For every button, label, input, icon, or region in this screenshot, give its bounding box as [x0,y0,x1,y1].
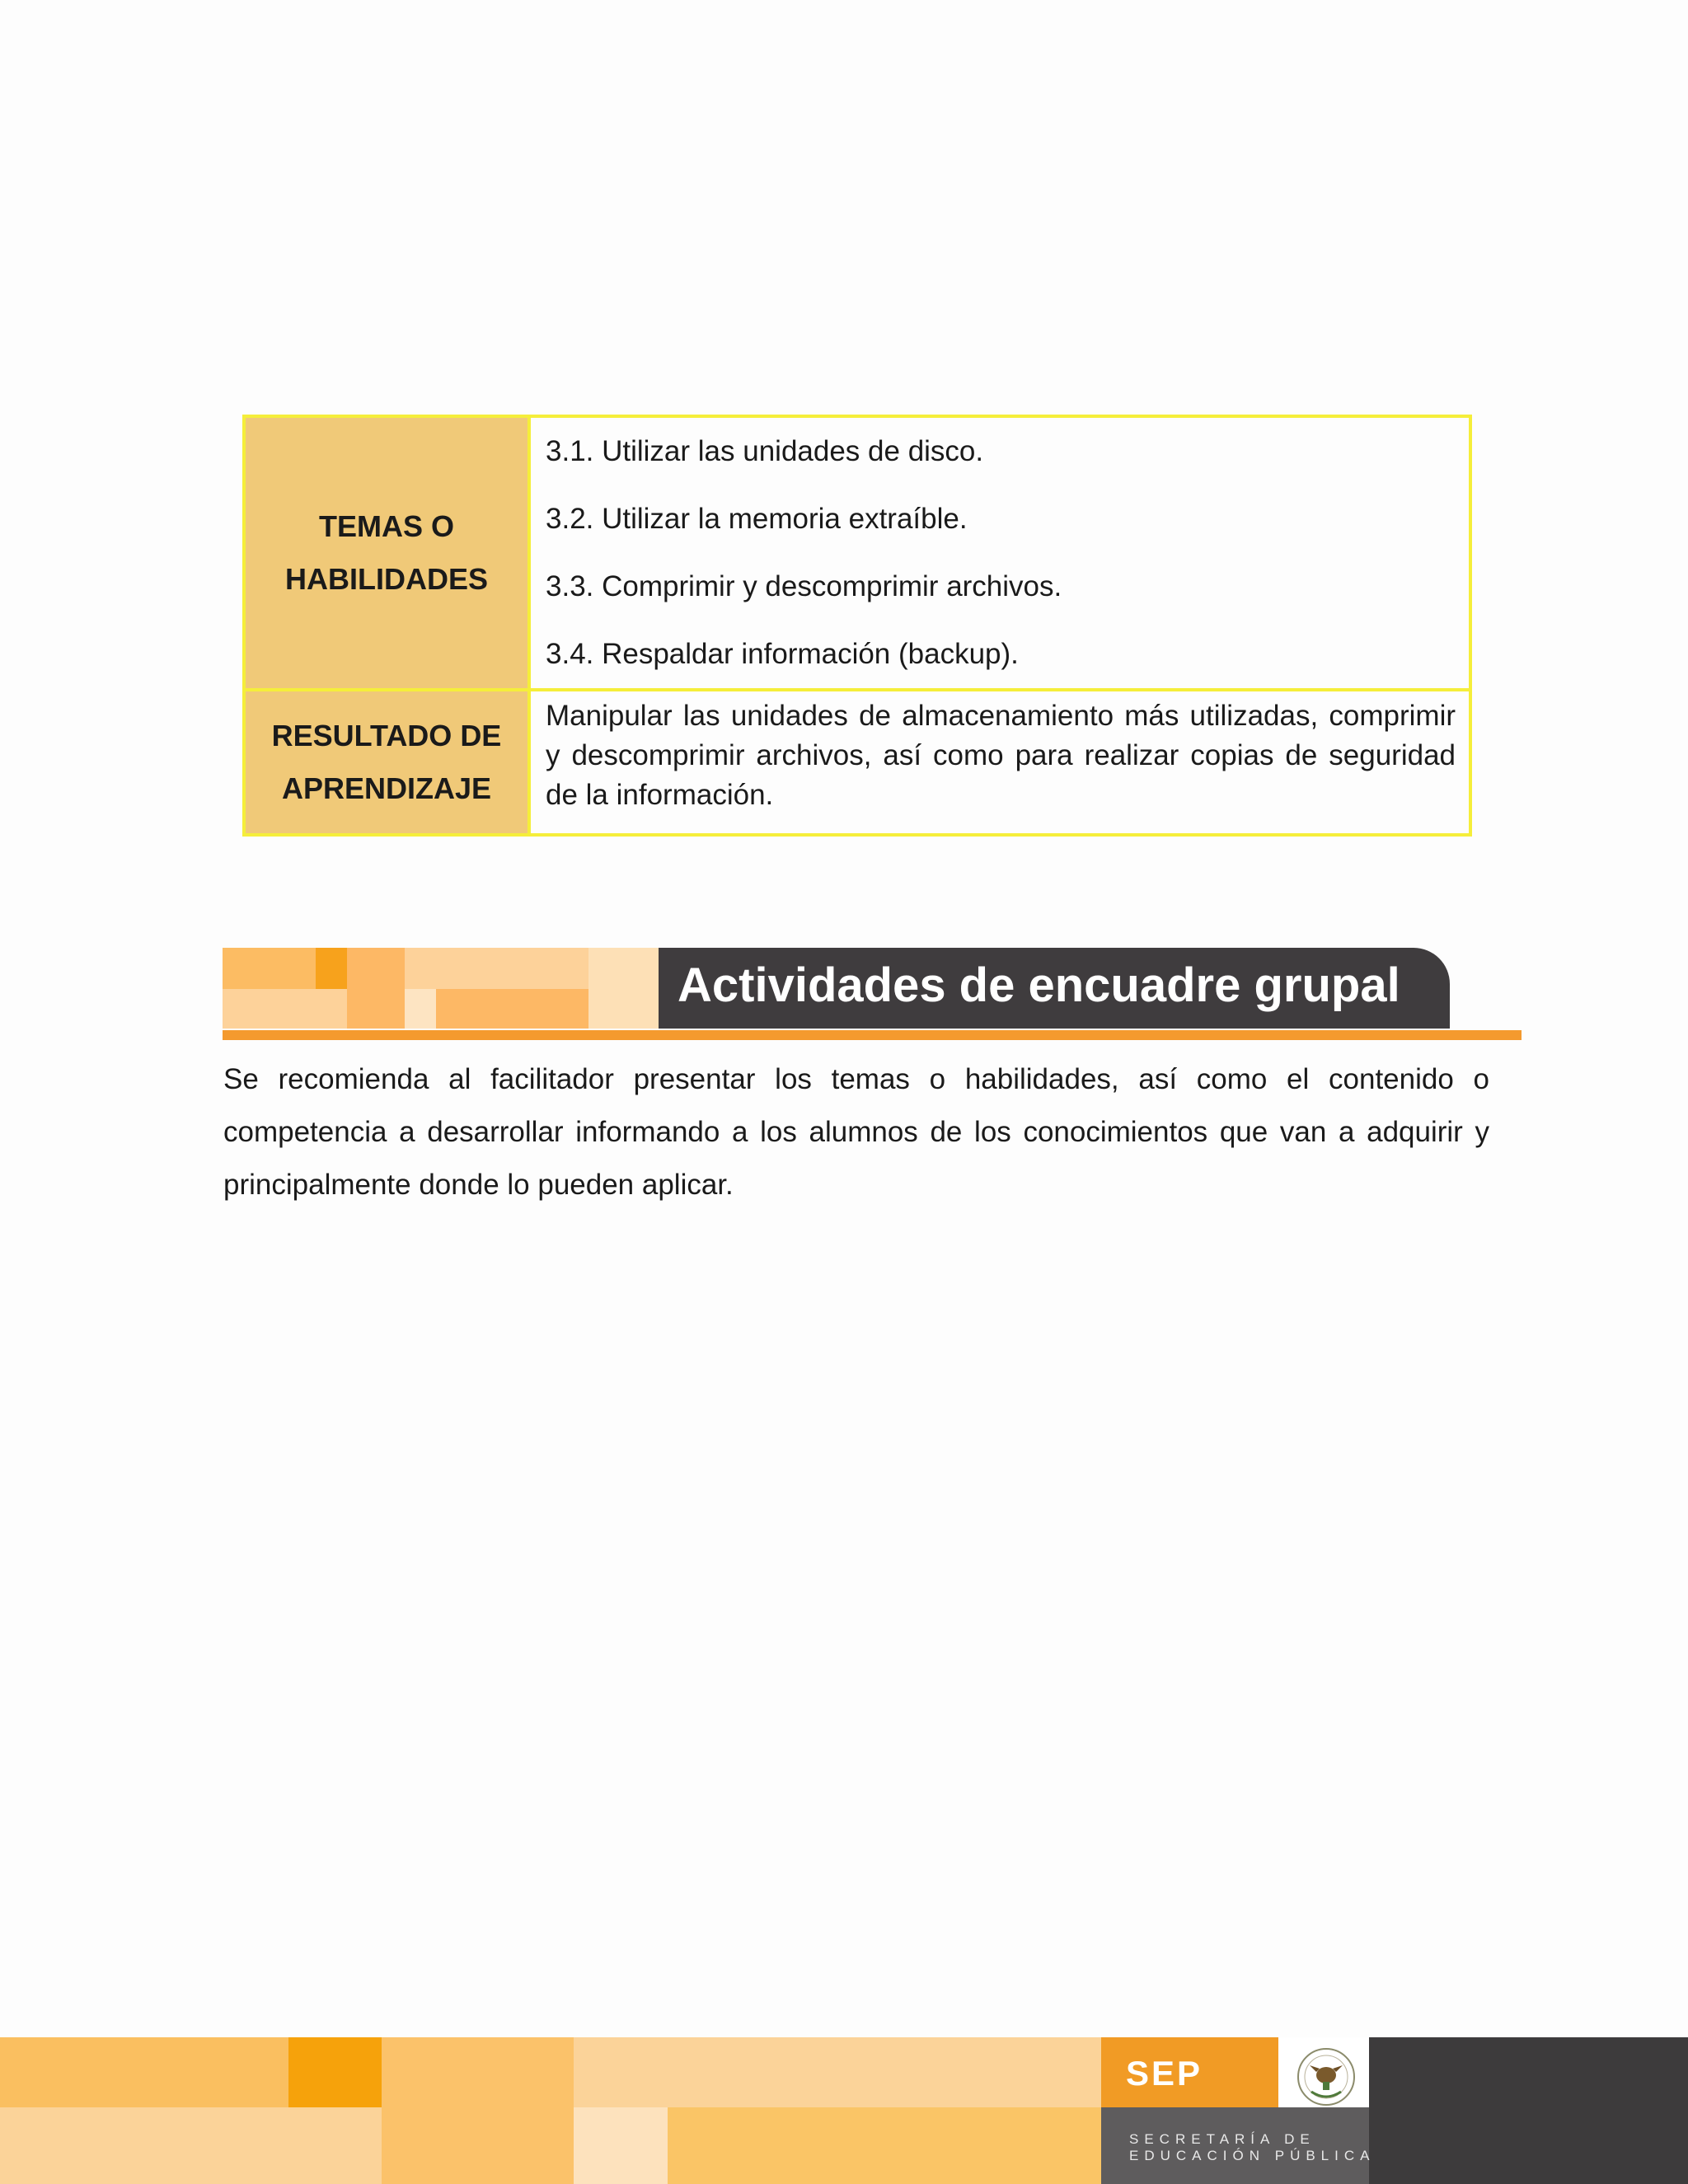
result-header-line1: RESULTADO DE [271,719,502,752]
section-title: Actividades de encuadre grupal [678,958,1400,1012]
banner-block [223,989,347,1029]
banner-block [223,948,316,989]
topics-row [244,416,1470,690]
footer-block [0,2107,382,2184]
org-name-line2: EDUCACIÓN PÚBLICA [1129,2148,1376,2163]
footer-block [0,2037,288,2107]
footer-block [288,2037,382,2107]
topics-table [242,415,1472,837]
result-text-cell [529,690,1470,835]
topics-header-line1: TEMAS O [318,509,454,543]
section-underline [223,1030,1522,1040]
page-footer [0,2037,1688,2184]
footer-dark-block [1369,2037,1688,2184]
topic-item: 3.2. Utilizar la memoria extraíble. [546,503,968,535]
org-name-line1: SECRETARÍA DE [1129,2131,1315,2147]
result-header-cell [244,690,529,835]
topic-item: 3.1. Utilizar las unidades de disco. [546,435,984,467]
topics-list-cell [529,416,1470,690]
topics-header-line2: HABILIDADES [284,562,488,596]
topic-item: 3.3. Comprimir y descomprimir archivos. [546,570,1062,602]
result-row [244,690,1470,835]
banner-block [436,989,588,1029]
banner-block [405,989,436,1029]
section-banner [223,948,1522,1041]
footer-block [382,2037,574,2184]
section-paragraph: Se recomienda al facilitador presentar los temas o habilidades, así como el contenido o competencia a desarrollar informando a los alumnos de los conocimientos que van a adquirir y principalmente donde lo pueden aplicar. [223,1063,1489,1201]
sep-logo: SEP [1126,2054,1203,2093]
footer-block [574,2037,1101,2107]
banner-block [405,948,588,989]
result-header-line2: APRENDIZAJE [281,771,492,805]
footer-block [668,2107,1101,2184]
banner-block [588,948,659,1029]
banner-block [316,948,347,989]
banner-block [347,948,405,1029]
mexican-coat-of-arms-seal-icon [1287,2044,1366,2110]
topic-item: 3.4. Respaldar información (backup). [546,638,1019,670]
footer-block [574,2107,668,2184]
topics-header-cell [244,416,529,690]
result-text: Manipular las unidades de almacenamiento más utilizadas, comprimir y descomprimir archivos, así como para realizar copias de seguridad de la información. [546,700,1456,811]
